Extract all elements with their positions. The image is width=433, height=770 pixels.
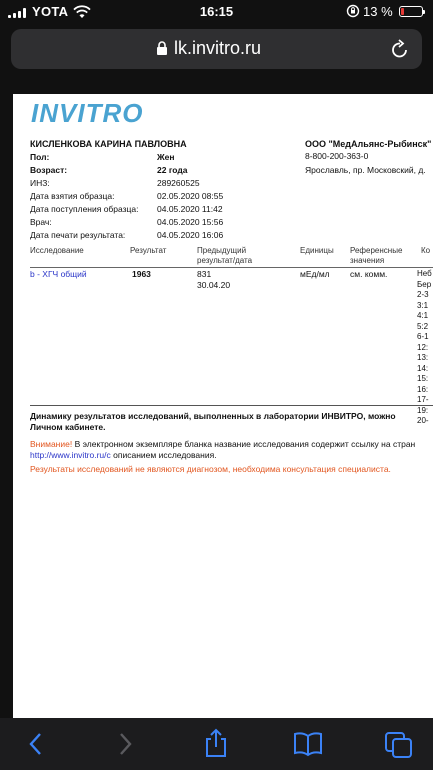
info-value: 289260525 xyxy=(157,178,200,188)
padlock-icon xyxy=(156,41,168,56)
info-label: Дата взятия образца: xyxy=(30,191,115,201)
previous-date: 30.04.20 xyxy=(197,280,231,290)
header-reference-line: Референсные xyxy=(350,246,403,255)
back-arrow-icon[interactable] xyxy=(26,731,46,757)
info-label: ИНЗ: xyxy=(30,178,50,188)
url-text: lk.invitro.ru xyxy=(174,38,262,58)
tabs-icon[interactable] xyxy=(384,731,414,759)
header-reference-line: значения xyxy=(350,256,385,265)
carrier-name: YOTA xyxy=(32,4,69,19)
comment-fragment: 3:1 xyxy=(417,300,429,310)
attention-label: Внимание! xyxy=(30,439,73,449)
status-bar xyxy=(0,0,433,24)
header-reference xyxy=(350,246,402,266)
comment-fragment: 16: xyxy=(417,384,429,394)
orientation-lock-icon xyxy=(346,4,360,18)
invitro-logo: INVITRO xyxy=(31,98,144,128)
comment-fragment: Бер xyxy=(417,279,432,289)
result-value: 1963 xyxy=(132,269,151,279)
header-previous xyxy=(197,246,252,266)
info-value: 02.05.2020 08:55 xyxy=(157,191,224,201)
comment-fragment: 14: xyxy=(417,363,429,373)
attention-text: В электронном экземпляре бланка название исследования содержит ссылку на стран xyxy=(72,439,416,449)
info-label: Врач: xyxy=(30,217,52,227)
dynamics-line: Личном кабинете. xyxy=(30,422,106,432)
forward-arrow-icon[interactable] xyxy=(115,731,135,757)
result-document xyxy=(13,94,433,718)
comment-fragment: 4:1 xyxy=(417,311,429,320)
lab-name: ООО "МедАльянс-Рыбинск" xyxy=(305,139,432,149)
info-value: 04.05.2020 15:56 xyxy=(157,217,224,227)
table-divider xyxy=(30,267,433,268)
header-units: Единицы xyxy=(300,246,334,255)
bookmarks-icon[interactable] xyxy=(293,731,323,757)
comment-fragment: 19: xyxy=(417,405,429,415)
info-value: 22 года xyxy=(157,165,188,175)
comment-fragment: 20- xyxy=(417,416,429,425)
dynamics-line: Динамику результатов исследований, выполненных в лаборатории ИНВИТРО, можно xyxy=(30,411,396,421)
info-label: Возраст: xyxy=(30,165,68,175)
browser-toolbar xyxy=(0,718,433,770)
comment-fragment: 13: xyxy=(417,353,429,362)
header-previous-line: результат/дата xyxy=(197,256,253,265)
units-value: мЕд/мл xyxy=(300,269,330,279)
info-label: Пол: xyxy=(30,152,50,162)
header-study: Исследование xyxy=(30,246,84,255)
reference-value: см. комм. xyxy=(350,269,388,279)
comment-fragment: 15: xyxy=(417,374,429,383)
info-value: 04.05.2020 11:42 xyxy=(157,204,223,214)
header-result: Результат xyxy=(130,246,167,255)
comment-fragment: Неб xyxy=(417,269,432,278)
comment-fragment: 5:2 xyxy=(417,321,429,331)
info-label: Дата поступления образца: xyxy=(30,204,139,214)
attention-note xyxy=(30,439,433,461)
address-bar[interactable] xyxy=(11,29,422,69)
dynamics-note xyxy=(30,411,433,433)
comment-column xyxy=(417,269,432,427)
section-divider xyxy=(30,405,433,406)
battery-percent: 13 % xyxy=(363,4,393,19)
study-link[interactable]: b - ХГЧ общий xyxy=(30,269,87,279)
comment-fragment: 12: xyxy=(417,342,429,352)
clock: 16:15 xyxy=(199,4,234,19)
battery-icon xyxy=(399,6,423,17)
disclaimer: Результаты исследований не являются диагнозом, необходима консультация специалиста. xyxy=(30,464,391,474)
comment-fragment: 2-3 xyxy=(417,290,429,299)
header-comment: Ко xyxy=(421,246,431,255)
comment-fragment: 6-1 xyxy=(417,332,429,341)
header-previous-line: Предыдущий xyxy=(197,246,247,255)
patient-name: КИСЛЕНКОВА КАРИНА ПАВЛОВНА xyxy=(30,139,187,149)
attention-text-2: описанием исследования. xyxy=(110,450,217,460)
reload-icon[interactable] xyxy=(390,38,410,60)
info-value: 04.05.2020 16:06 xyxy=(157,230,224,240)
lab-phone: 8-800-200-363-0 xyxy=(305,151,369,161)
share-icon[interactable] xyxy=(203,728,229,758)
previous-result xyxy=(197,269,230,291)
info-value: Жен xyxy=(157,152,175,162)
previous-value: 831 xyxy=(197,269,212,279)
invitro-link[interactable]: http://www.invitro.ru/с xyxy=(30,450,111,460)
comment-fragment: 17- xyxy=(417,395,429,404)
lab-address: Ярославль, пр. Московский, д. xyxy=(305,165,426,175)
info-label: Дата печати результата: xyxy=(30,230,126,240)
